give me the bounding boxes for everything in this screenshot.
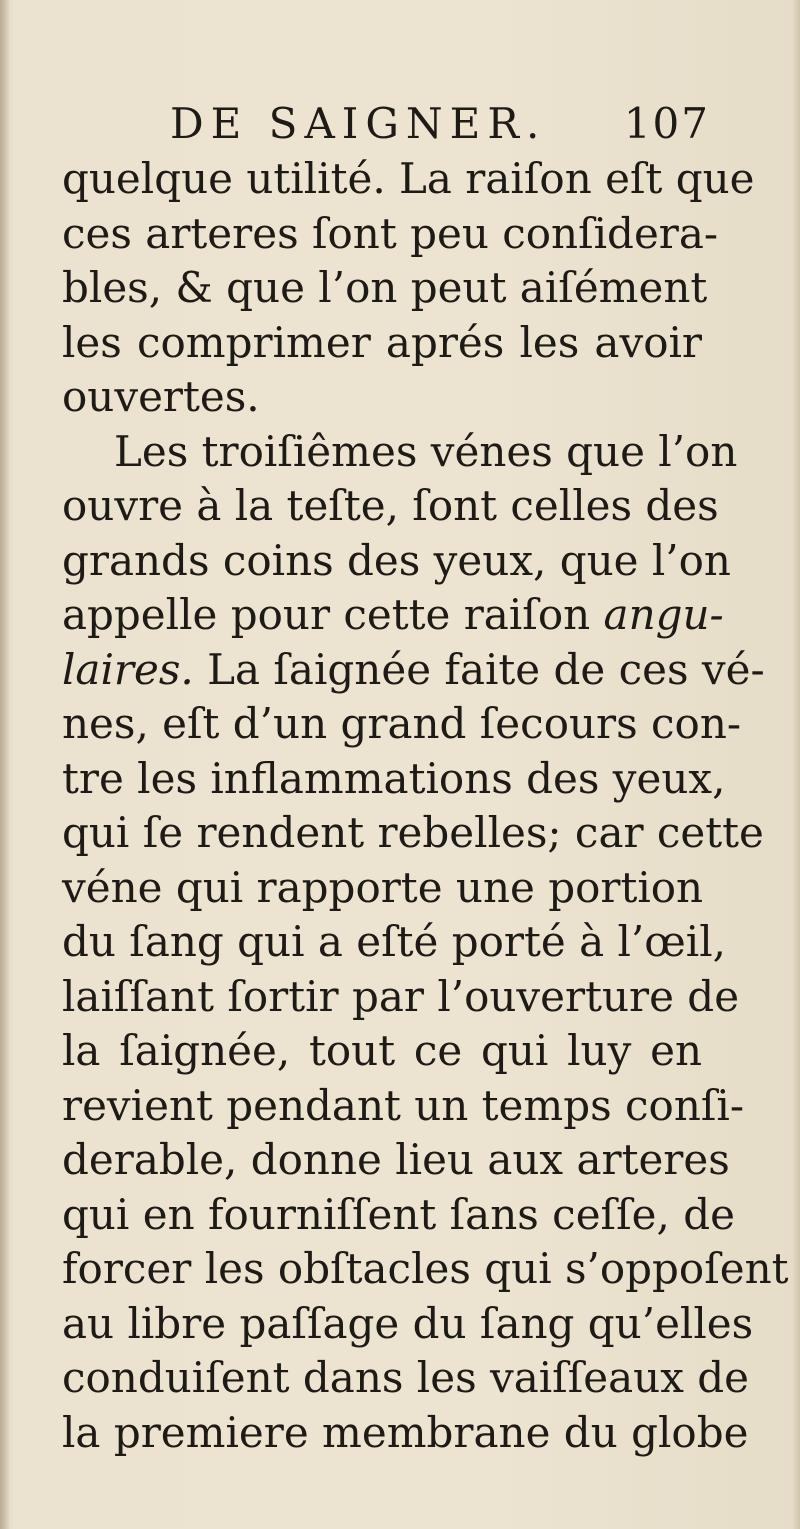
- gutter-shadow: [0, 0, 10, 1529]
- italic-word: angu-: [603, 590, 724, 639]
- italic-word: laires.: [62, 644, 194, 694]
- text-line: la premiere membrane du globe: [62, 1407, 749, 1457]
- text-line: revient pendant un temps conſi-: [62, 1080, 745, 1130]
- text-line: qui en fourniſſent ſans ceſſe, de: [62, 1189, 735, 1239]
- running-title: DE SAIGNER.: [170, 99, 547, 148]
- page-edge-shadow: [792, 0, 800, 1529]
- text-line: véne qui rapporte une portion: [62, 862, 704, 912]
- text-line: du ſang qui a eſté porté à l’œil,: [62, 917, 727, 966]
- text-line: la ſaignée, tout ce qui luy en: [62, 1026, 702, 1075]
- text-line: appelle pour cette raiſon angu-: [62, 590, 724, 639]
- text-line: derable, donne lieu aux arteres: [62, 1135, 730, 1184]
- text-line: ces arteres ſont peu conſidera-: [62, 208, 719, 258]
- text-line: ouvre à la teſte, ſont celles des: [62, 481, 719, 530]
- running-head: [170, 96, 710, 152]
- text-line: tre les inflammations des yeux,: [62, 753, 726, 803]
- paragraph-first-line: Les troiſiêmes vénes que l’on: [114, 426, 738, 476]
- text-line: nes, eſt d’un grand ſecours con-: [62, 699, 742, 748]
- text-line: laiſſant ſortir par l’ouverture de: [62, 971, 740, 1021]
- text-line: quelque utilité. La raiſon eſt que: [62, 154, 755, 203]
- text-line: grands coins des yeux, que l’on: [62, 535, 731, 585]
- text-line: conduiſent dans les vaiſſeaux de: [62, 1353, 749, 1402]
- text-line: bles, & que l’on peut aiſément: [62, 263, 708, 312]
- text-line: au libre paſſage du ſang qu’elles: [62, 1298, 754, 1348]
- text-line: les comprimer aprés les avoir: [62, 317, 702, 367]
- text-line: forcer les obſtacles qui s’oppoſent: [62, 1244, 789, 1293]
- text-line: qui ſe rendent rebelles; car cette: [62, 808, 764, 857]
- body-text: [62, 152, 789, 1460]
- text-line: ouvertes.: [62, 372, 260, 421]
- page-number: 107: [623, 99, 710, 148]
- text-line: laires. La ſaignée faite de ces vé-: [62, 644, 765, 694]
